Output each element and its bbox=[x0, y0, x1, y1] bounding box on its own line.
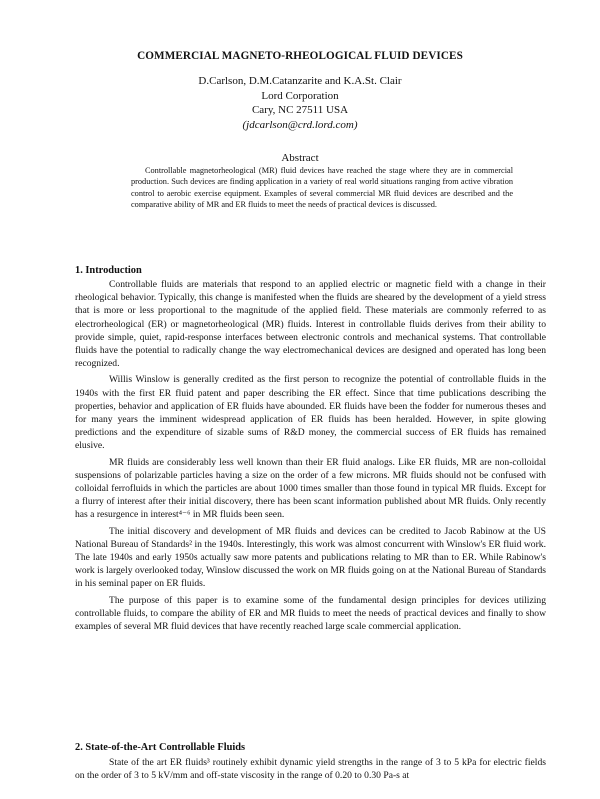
paragraph: MR fluids are considerably less well known than their ER fluid analogs. Like ER fluids, MR are non-colloidal suspensions of polarizable particles having a size on the order of a few microns. MR fluids should not be confused with colloidal ferrofluids in which the particles are about 1000 times smaller than those found in typical MR fluids. Except for a flurry of interest after their initial discovery, there has been scant information published about MR fluids. Only recently has a resurgence in interest⁴⁻⁶ in MR fluids been seen. bbox=[75, 456, 546, 521]
author-names: D.Carlson, D.M.Catanzarite and K.A.St. Clair bbox=[198, 75, 402, 87]
section-heading-state-of-the-art: 2. State-of-the-Art Controllable Fluids bbox=[75, 742, 246, 753]
author-affiliation: Lord Corporation bbox=[261, 89, 339, 102]
paragraph: State of the art ER fluids³ routinely exhibit dynamic yield strengths in the range of 3 to 5 kPa for electric fields on the order of 3 to 5 kV/mm and off-state viscosity in the range of 0.20 to 0.30 Pa-s at bbox=[75, 757, 546, 782]
section-body-state-of-the-art bbox=[75, 756, 546, 785]
paragraph: The initial discovery and development of MR fluids and devices can be credited to Jacob Rabinow at the US National Bureau of Standards² in the 1940s. Interestingly, this work was almost concurrent with Winslow's ER fluid work. The late 1940s and early 1950s actually saw more patents and publications relating to MR than to ER. While Rabinow's work is largely overlooked today, Winslow discussed the work on MR fluids going on at the National Bureau of Standards in his seminal paper on ER fluids. bbox=[75, 525, 546, 590]
abstract-text: Controllable magnetorheological (MR) fluid devices have reached the stage where they are in commercial production. Such devices are finding application in a variety of real world situations ranging from active vibration control to aerobic exercise equipment. Examples of several commercial MR fluid devices are described and the comparative ability of MR and ER fluids to meet the needs of practical devices is discussed. bbox=[131, 166, 513, 210]
author-block bbox=[0, 74, 600, 132]
author-email: (jdcarlson@crd.lord.com) bbox=[242, 118, 358, 131]
paragraph: Willis Winslow is generally credited as the first person to recognize the potential of controllable fluids in the 1940s with the first ER fluid patent and paper describing the ER effect. Since that time publications describing the properties, behavior and application of ER fluids have abounded. ER fluids have been the fodder for numerous theses and for many years the imminent widespread application of ER fluids has been heralded. However, in spite glowing predictions and the expenditure of sizable sums of R&D money, the commercial success of ER fluids has remained elusive. bbox=[75, 374, 546, 452]
paragraph: Controllable fluids are materials that respond to an applied electric or magnetic field with a change in their rheological behavior. Typically, this change is manifested when the fluids are sheared by the development of a yield stress that is more or less proportional to the magnitude of the applied field. These materials are commonly referred to as electrorheological (ER) or magnetorheological (MR) fluids. Interest in controllable fluids derives from their ability to provide simple, quiet, rapid-response interfaces between electronic controls and mechanical systems. That controllable fluids have the potential to radically change the way electromechanical devices are designed and operated has long been recognized. bbox=[75, 279, 546, 370]
section-body-introduction bbox=[75, 278, 546, 636]
abstract-heading: Abstract bbox=[281, 152, 319, 164]
paper-title: COMMERCIAL MAGNETO-RHEOLOGICAL FLUID DEVICES bbox=[137, 50, 463, 62]
paragraph: The purpose of this paper is to examine some of the fundamental design principles for devices utilizing controllable fluids, to compare the ability of ER and MR fluids to meet the needs of practical devices and finally to show examples of several MR fluid devices that have recently reached large scale commercial application. bbox=[75, 594, 546, 633]
author-address: Cary, NC 27511 USA bbox=[251, 104, 349, 116]
section-heading-introduction: 1. Introduction bbox=[75, 265, 142, 276]
